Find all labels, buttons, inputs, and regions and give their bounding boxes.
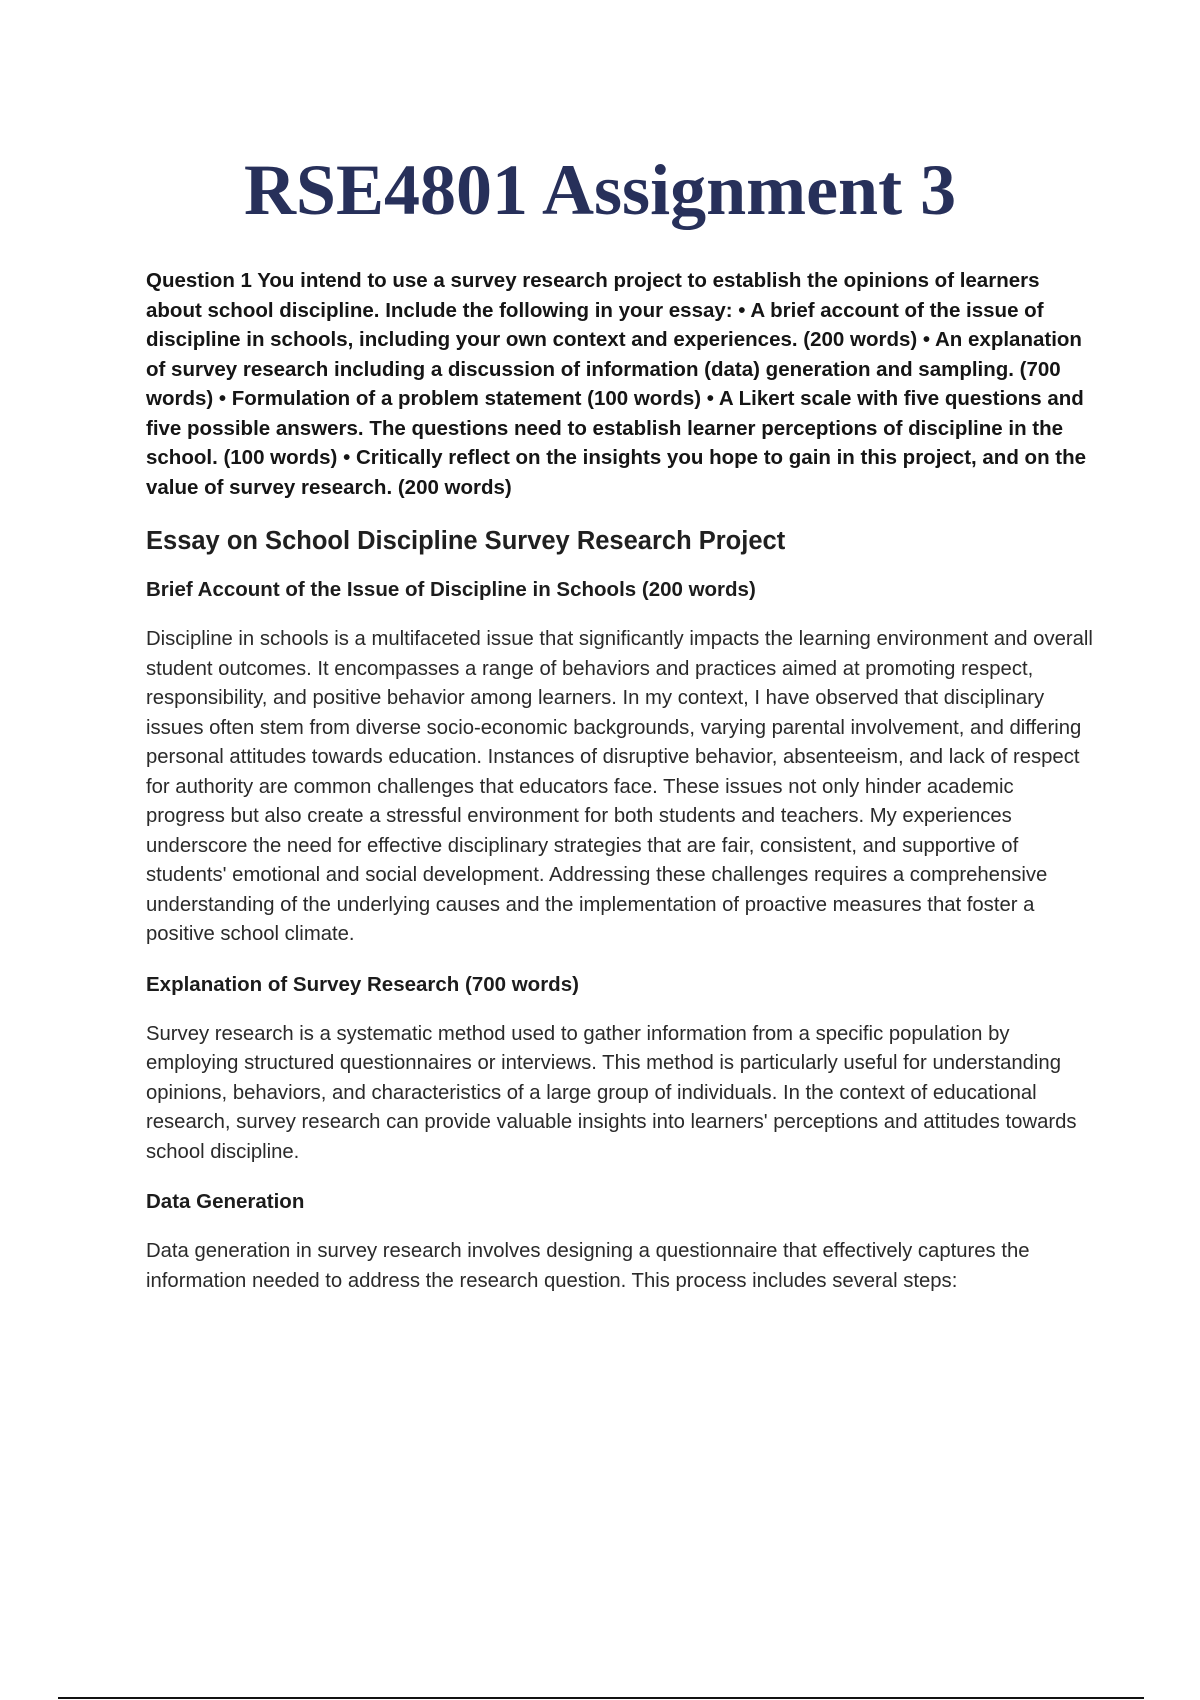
section-paragraph-survey-research: Survey research is a systematic method used to gather information from a specific population by employing structured questionnaires or interviews. This method is particularly useful for understanding opinions, behaviors, and characteristics of a large group of individuals. In the context of educational research, survey research can provide valuable insights into learners' perceptions and attitudes towards school discipline.: [146, 1022, 1077, 1163]
document-body: [146, 266, 1096, 1317]
page-bottom-divider: [58, 1697, 1144, 1699]
question-prompt: Question 1 You intend to use a survey research project to establish the opinions of learners about school discipline. Include the following in your essay: • A brief account of the issue of discipline in schools, including your own context and experiences. (200 words) • An explanation of survey research including a discussion of information (data) generation and sampling. (700 words) • Formulation of a problem statement (100 words) • A Likert scale with five questions and five possible answers. The questions need to establish learner perceptions of discipline in the school. (100 words) • Critically reflect on the insights you hope to gain in this project, and on the value of survey research. (200 words): [146, 269, 1087, 499]
section-paragraph-data-generation: Data generation in survey research involves designing a questionnaire that effectively captures the information needed to address the research question. This process includes several steps:: [146, 1240, 1030, 1292]
section-paragraph-discipline: Discipline in schools is a multifaceted issue that significantly impacts the learning environment and overall student outcomes. It encompasses a range of behaviors and practices aimed at promoting respect, responsibility, and positive behavior among learners. In my context, I have observed that disciplinary issues often stem from diverse socio-economic backgrounds, varying parental involvement, and differing personal attitudes towards education. Instances of disruptive behavior, absenteeism, and lack of respect for authority are common challenges that educators face. These issues not only hinder academic progress but also create a stressful environment for both students and teachers. My experiences underscore the need for effective disciplinary strategies that are fair, consistent, and supportive of students' emotional and social development. Addressing these challenges requires a comprehensive understanding of the underlying causes and the implementation of proactive measures that foster a positive school climate.: [146, 628, 1093, 945]
section-heading-discipline: Brief Account of the Issue of Discipline in Schools (200 words): [146, 578, 756, 601]
section-heading-data-generation: Data Generation: [146, 1190, 305, 1213]
document-title: RSE4801 Assignment 3: [243, 150, 957, 230]
section-heading-survey-research: Explanation of Survey Research (700 words): [146, 972, 579, 996]
essay-title: Essay on School Discipline Survey Research Project: [146, 527, 786, 555]
